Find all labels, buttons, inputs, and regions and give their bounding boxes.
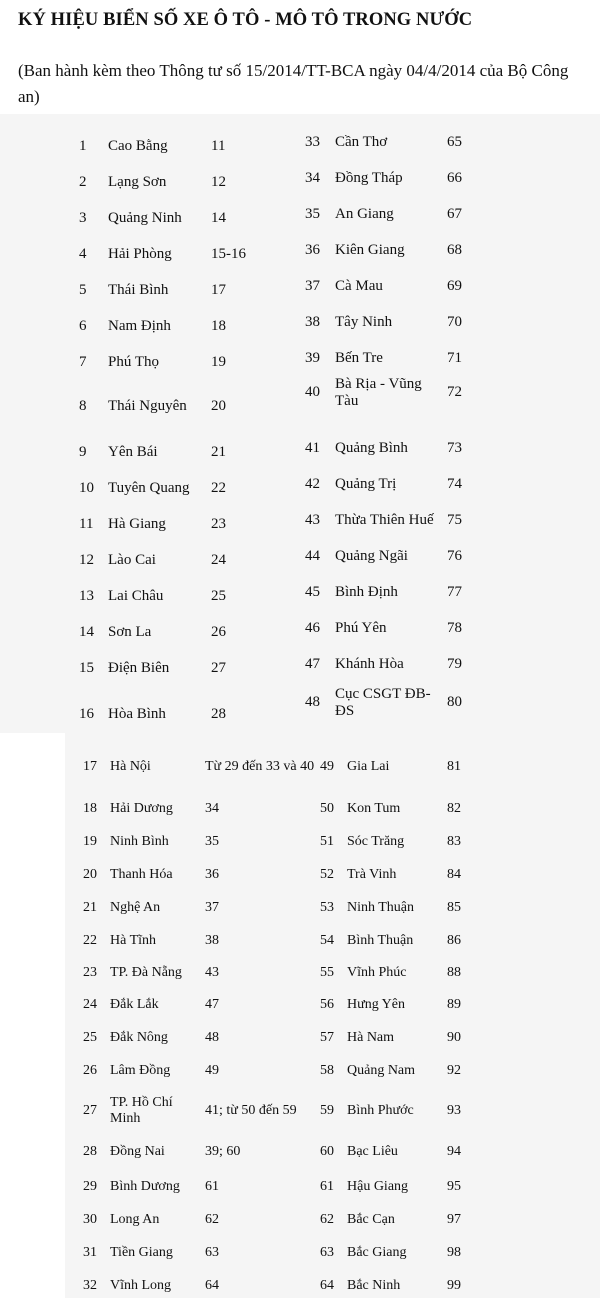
- plate-code: 22: [211, 480, 226, 496]
- row-number: 37: [305, 278, 320, 294]
- row-number: 28: [83, 1144, 97, 1159]
- row-number: 7: [79, 354, 87, 370]
- row-number: 15: [79, 660, 94, 676]
- plate-table-part-1: [0, 114, 600, 733]
- row-number: 52: [320, 867, 334, 882]
- province-name: Kiên Giang: [335, 242, 405, 258]
- province-name: Tây Ninh: [335, 314, 393, 330]
- row-number: 55: [320, 965, 334, 980]
- plate-code: 79: [447, 656, 462, 672]
- plate-code: 64: [205, 1278, 219, 1293]
- row-number: 34: [305, 170, 320, 186]
- row-number: 45: [305, 584, 320, 600]
- row-number: 63: [320, 1245, 334, 1260]
- row-number: 31: [83, 1245, 97, 1260]
- page-subtitle: (Ban hành kèm theo Thông tư số 15/2014/TT-BCA ngày 04/4/2014 của Bộ Công an): [18, 61, 569, 106]
- plate-code: 21: [211, 444, 226, 460]
- row-number: 60: [320, 1144, 334, 1159]
- province-name: Thái Bình: [108, 282, 169, 298]
- plate-code: 66: [447, 170, 462, 186]
- province-name: Lạng Sơn: [108, 174, 167, 190]
- plate-code: 72: [447, 384, 462, 400]
- province-name: Cao Bằng: [108, 138, 168, 154]
- province-name: Khánh Hòa: [335, 656, 404, 672]
- row-number: 14: [79, 624, 94, 640]
- row-number: 58: [320, 1063, 334, 1078]
- plate-code: 20: [211, 398, 226, 414]
- row-number: 8: [79, 398, 87, 414]
- province-name: Kon Tum: [347, 801, 401, 816]
- plate-code: 86: [447, 933, 461, 948]
- province-name: Hà Nội: [110, 759, 151, 774]
- province-name: Đắk Lắk: [110, 997, 159, 1012]
- row-number: 47: [305, 656, 320, 672]
- province-name: Hà Giang: [108, 516, 166, 532]
- plate-code: 34: [205, 801, 219, 816]
- plate-code: 78: [447, 620, 462, 636]
- row-number: 62: [320, 1212, 334, 1227]
- row-number: 40: [305, 384, 320, 400]
- row-number: 23: [83, 965, 97, 980]
- plate-code: 23: [211, 516, 226, 532]
- plate-code: 81: [447, 759, 461, 774]
- plate-code: 25: [211, 588, 226, 604]
- plate-code: 24: [211, 552, 226, 568]
- row-number: 43: [305, 512, 320, 528]
- row-number: 5: [79, 282, 87, 298]
- province-name: Hải Phòng: [108, 246, 172, 262]
- plate-code: 74: [447, 476, 462, 492]
- province-name: Sóc Trăng: [347, 834, 405, 849]
- province-name: Vĩnh Long: [110, 1278, 172, 1293]
- plate-code: 90: [447, 1030, 461, 1045]
- province-name: Tuyên Quang: [108, 480, 190, 496]
- province-name: Sơn La: [108, 624, 152, 640]
- province-name: Bình Dương: [110, 1179, 180, 1194]
- row-number: 48: [305, 694, 320, 710]
- row-number: 54: [320, 933, 334, 948]
- row-number: 21: [83, 900, 97, 915]
- plate-code: 41; từ 50 đến 59: [205, 1103, 297, 1118]
- row-number: 24: [83, 997, 97, 1012]
- province-name: Lào Cai: [108, 552, 156, 568]
- province-name: TP. Đà Nẵng: [110, 965, 182, 980]
- province-name: Bắc Cạn: [347, 1212, 395, 1227]
- plate-code: 92: [447, 1063, 461, 1078]
- row-number: 46: [305, 620, 320, 636]
- province-name: Hà Tĩnh: [110, 933, 157, 948]
- plate-code: 93: [447, 1103, 461, 1118]
- plate-code: 35: [205, 834, 219, 849]
- plate-code: 98: [447, 1245, 461, 1260]
- plate-code: 67: [447, 206, 462, 222]
- province-name: Ninh Thuận: [347, 900, 415, 915]
- province-name: Tiền Giang: [110, 1245, 173, 1260]
- plate-code: 88: [447, 965, 461, 980]
- plate-code: 37: [205, 900, 219, 915]
- row-number: 16: [79, 706, 94, 722]
- province-name: Hưng Yên: [347, 997, 406, 1012]
- row-number: 25: [83, 1030, 97, 1045]
- plate-code: 68: [447, 242, 462, 258]
- province-name: Long An: [110, 1212, 160, 1227]
- plate-code: 84: [447, 867, 461, 882]
- province-name: Quảng Nam: [347, 1063, 416, 1078]
- plate-code: 26: [211, 624, 226, 640]
- province-name: Trà Vinh: [347, 867, 397, 882]
- row-number: 36: [305, 242, 320, 258]
- row-number: 3: [79, 210, 87, 226]
- row-number: 50: [320, 801, 334, 816]
- province-name: Quảng Bình: [335, 440, 408, 456]
- province-name: Yên Bái: [108, 444, 158, 460]
- province-name: Gia Lai: [347, 759, 390, 774]
- row-number: 64: [320, 1278, 334, 1293]
- row-number: 10: [79, 480, 94, 496]
- row-number: 49: [320, 759, 334, 774]
- province-name: Đồng Tháp: [335, 170, 403, 186]
- plate-code: 49: [205, 1063, 219, 1078]
- province-name: Phú Yên: [335, 620, 387, 636]
- plate-code: 61: [205, 1179, 219, 1194]
- page-title: KÝ HIỆU BIỂN SỐ XE Ô TÔ - MÔ TÔ TRONG NƯỚC: [18, 10, 473, 30]
- plate-code: 12: [211, 174, 226, 190]
- plate-table-part-2-rows: [65, 733, 600, 1298]
- province-name: Hậu Giang: [347, 1179, 409, 1194]
- plate-code: 76: [447, 548, 462, 564]
- plate-code: 89: [447, 997, 461, 1012]
- province-name: Hà Nam: [347, 1030, 395, 1045]
- row-number: 42: [305, 476, 320, 492]
- plate-code: 28: [211, 706, 226, 722]
- plate-code: 70: [447, 314, 462, 330]
- province-name: Ninh Bình: [110, 834, 169, 849]
- plate-code: 99: [447, 1278, 461, 1293]
- plate-code: 11: [211, 138, 226, 154]
- plate-code: 38: [205, 933, 219, 948]
- province-name: Bắc Giang: [347, 1245, 407, 1260]
- plate-code: 73: [447, 440, 462, 456]
- province-name: Bến Tre: [335, 350, 383, 366]
- row-number: 57: [320, 1030, 334, 1045]
- plate-code: 71: [447, 350, 462, 366]
- row-number: 19: [83, 834, 97, 849]
- province-name: Hòa Bình: [108, 706, 166, 722]
- plate-code: 65: [447, 134, 462, 150]
- province-name: Bắc Ninh: [347, 1278, 401, 1293]
- plate-code: 43: [205, 965, 219, 980]
- province-name: Đắk Nông: [110, 1030, 168, 1045]
- plate-code: 19: [211, 354, 226, 370]
- plate-code: 63: [205, 1245, 219, 1260]
- province-name: Bình Định: [335, 584, 398, 600]
- plate-code: 82: [447, 801, 461, 816]
- row-number: 2: [79, 174, 87, 190]
- plate-code: 75: [447, 512, 462, 528]
- province-name: Nam Định: [108, 318, 171, 334]
- province-name: Nghệ An: [110, 900, 161, 915]
- province-name: Bà Rịa - Vũng Tàu: [335, 376, 422, 409]
- row-number: 4: [79, 246, 87, 262]
- plate-table-part-1-rows: [0, 114, 600, 733]
- province-name: Vĩnh Phúc: [347, 965, 407, 980]
- row-number: 32: [83, 1278, 97, 1293]
- province-name: Hải Dương: [110, 801, 173, 816]
- plate-code: 14: [211, 210, 226, 226]
- province-name: Bình Thuận: [347, 933, 414, 948]
- province-name: Thừa Thiên Huế: [335, 512, 434, 528]
- plate-code: 47: [205, 997, 219, 1012]
- province-name: Lâm Đồng: [110, 1063, 171, 1078]
- province-name: TP. Hồ Chí Minh: [110, 1095, 173, 1126]
- row-number: 29: [83, 1179, 97, 1194]
- row-number: 56: [320, 997, 334, 1012]
- province-name: Điện Biên: [108, 660, 170, 676]
- row-number: 6: [79, 318, 87, 334]
- row-number: 41: [305, 440, 320, 456]
- province-name: Đồng Nai: [110, 1144, 165, 1159]
- row-number: 44: [305, 548, 320, 564]
- row-number: 33: [305, 134, 320, 150]
- province-name: Thái Nguyên: [108, 398, 187, 414]
- province-name: Bạc Liêu: [347, 1144, 398, 1159]
- row-number: 27: [83, 1103, 97, 1118]
- row-number: 22: [83, 933, 97, 948]
- plate-code: Từ 29 đến 33 và 40: [205, 759, 315, 774]
- row-number: 61: [320, 1179, 334, 1194]
- province-name: Cà Mau: [335, 278, 383, 294]
- row-number: 59: [320, 1103, 334, 1118]
- plate-code: 18: [211, 318, 226, 334]
- row-number: 9: [79, 444, 87, 460]
- plate-code: 83: [447, 834, 461, 849]
- plate-code: 77: [447, 584, 462, 600]
- plate-code: 48: [205, 1030, 219, 1045]
- plate-code: 80: [447, 694, 462, 710]
- province-name: Quảng Ngãi: [335, 548, 408, 564]
- plate-code: 95: [447, 1179, 461, 1194]
- province-name: Quảng Trị: [335, 476, 397, 492]
- plate-code: 94: [447, 1144, 461, 1159]
- plate-code: 62: [205, 1212, 219, 1227]
- province-name: Thanh Hóa: [110, 867, 173, 882]
- row-number: 39: [305, 350, 320, 366]
- province-name: Cục CSGT ĐB-ĐS: [335, 686, 431, 719]
- province-name: An Giang: [335, 206, 394, 222]
- plate-code: 15-16: [211, 246, 246, 262]
- province-name: Cần Thơ: [335, 134, 388, 150]
- plate-code: 85: [447, 900, 461, 915]
- province-name: Lai Châu: [108, 588, 164, 604]
- row-number: 12: [79, 552, 94, 568]
- plate-code: 69: [447, 278, 462, 294]
- plate-code: 27: [211, 660, 226, 676]
- row-number: 20: [83, 867, 97, 882]
- plate-code: 39; 60: [205, 1144, 241, 1159]
- row-number: 17: [83, 759, 97, 774]
- plate-table-part-2: [65, 733, 600, 1298]
- province-name: Phú Thọ: [108, 354, 159, 370]
- row-number: 1: [79, 138, 87, 154]
- row-number: 51: [320, 834, 334, 849]
- row-number: 13: [79, 588, 94, 604]
- row-number: 35: [305, 206, 320, 222]
- row-number: 26: [83, 1063, 97, 1078]
- plate-code: 17: [211, 282, 226, 298]
- row-number: 18: [83, 801, 97, 816]
- row-number: 53: [320, 900, 334, 915]
- row-number: 30: [83, 1212, 97, 1227]
- row-number: 38: [305, 314, 320, 330]
- plate-code: 36: [205, 867, 219, 882]
- province-name: Bình Phước: [347, 1103, 414, 1118]
- plate-code: 97: [447, 1212, 461, 1227]
- row-number: 11: [79, 516, 94, 532]
- province-name: Quảng Ninh: [108, 210, 182, 226]
